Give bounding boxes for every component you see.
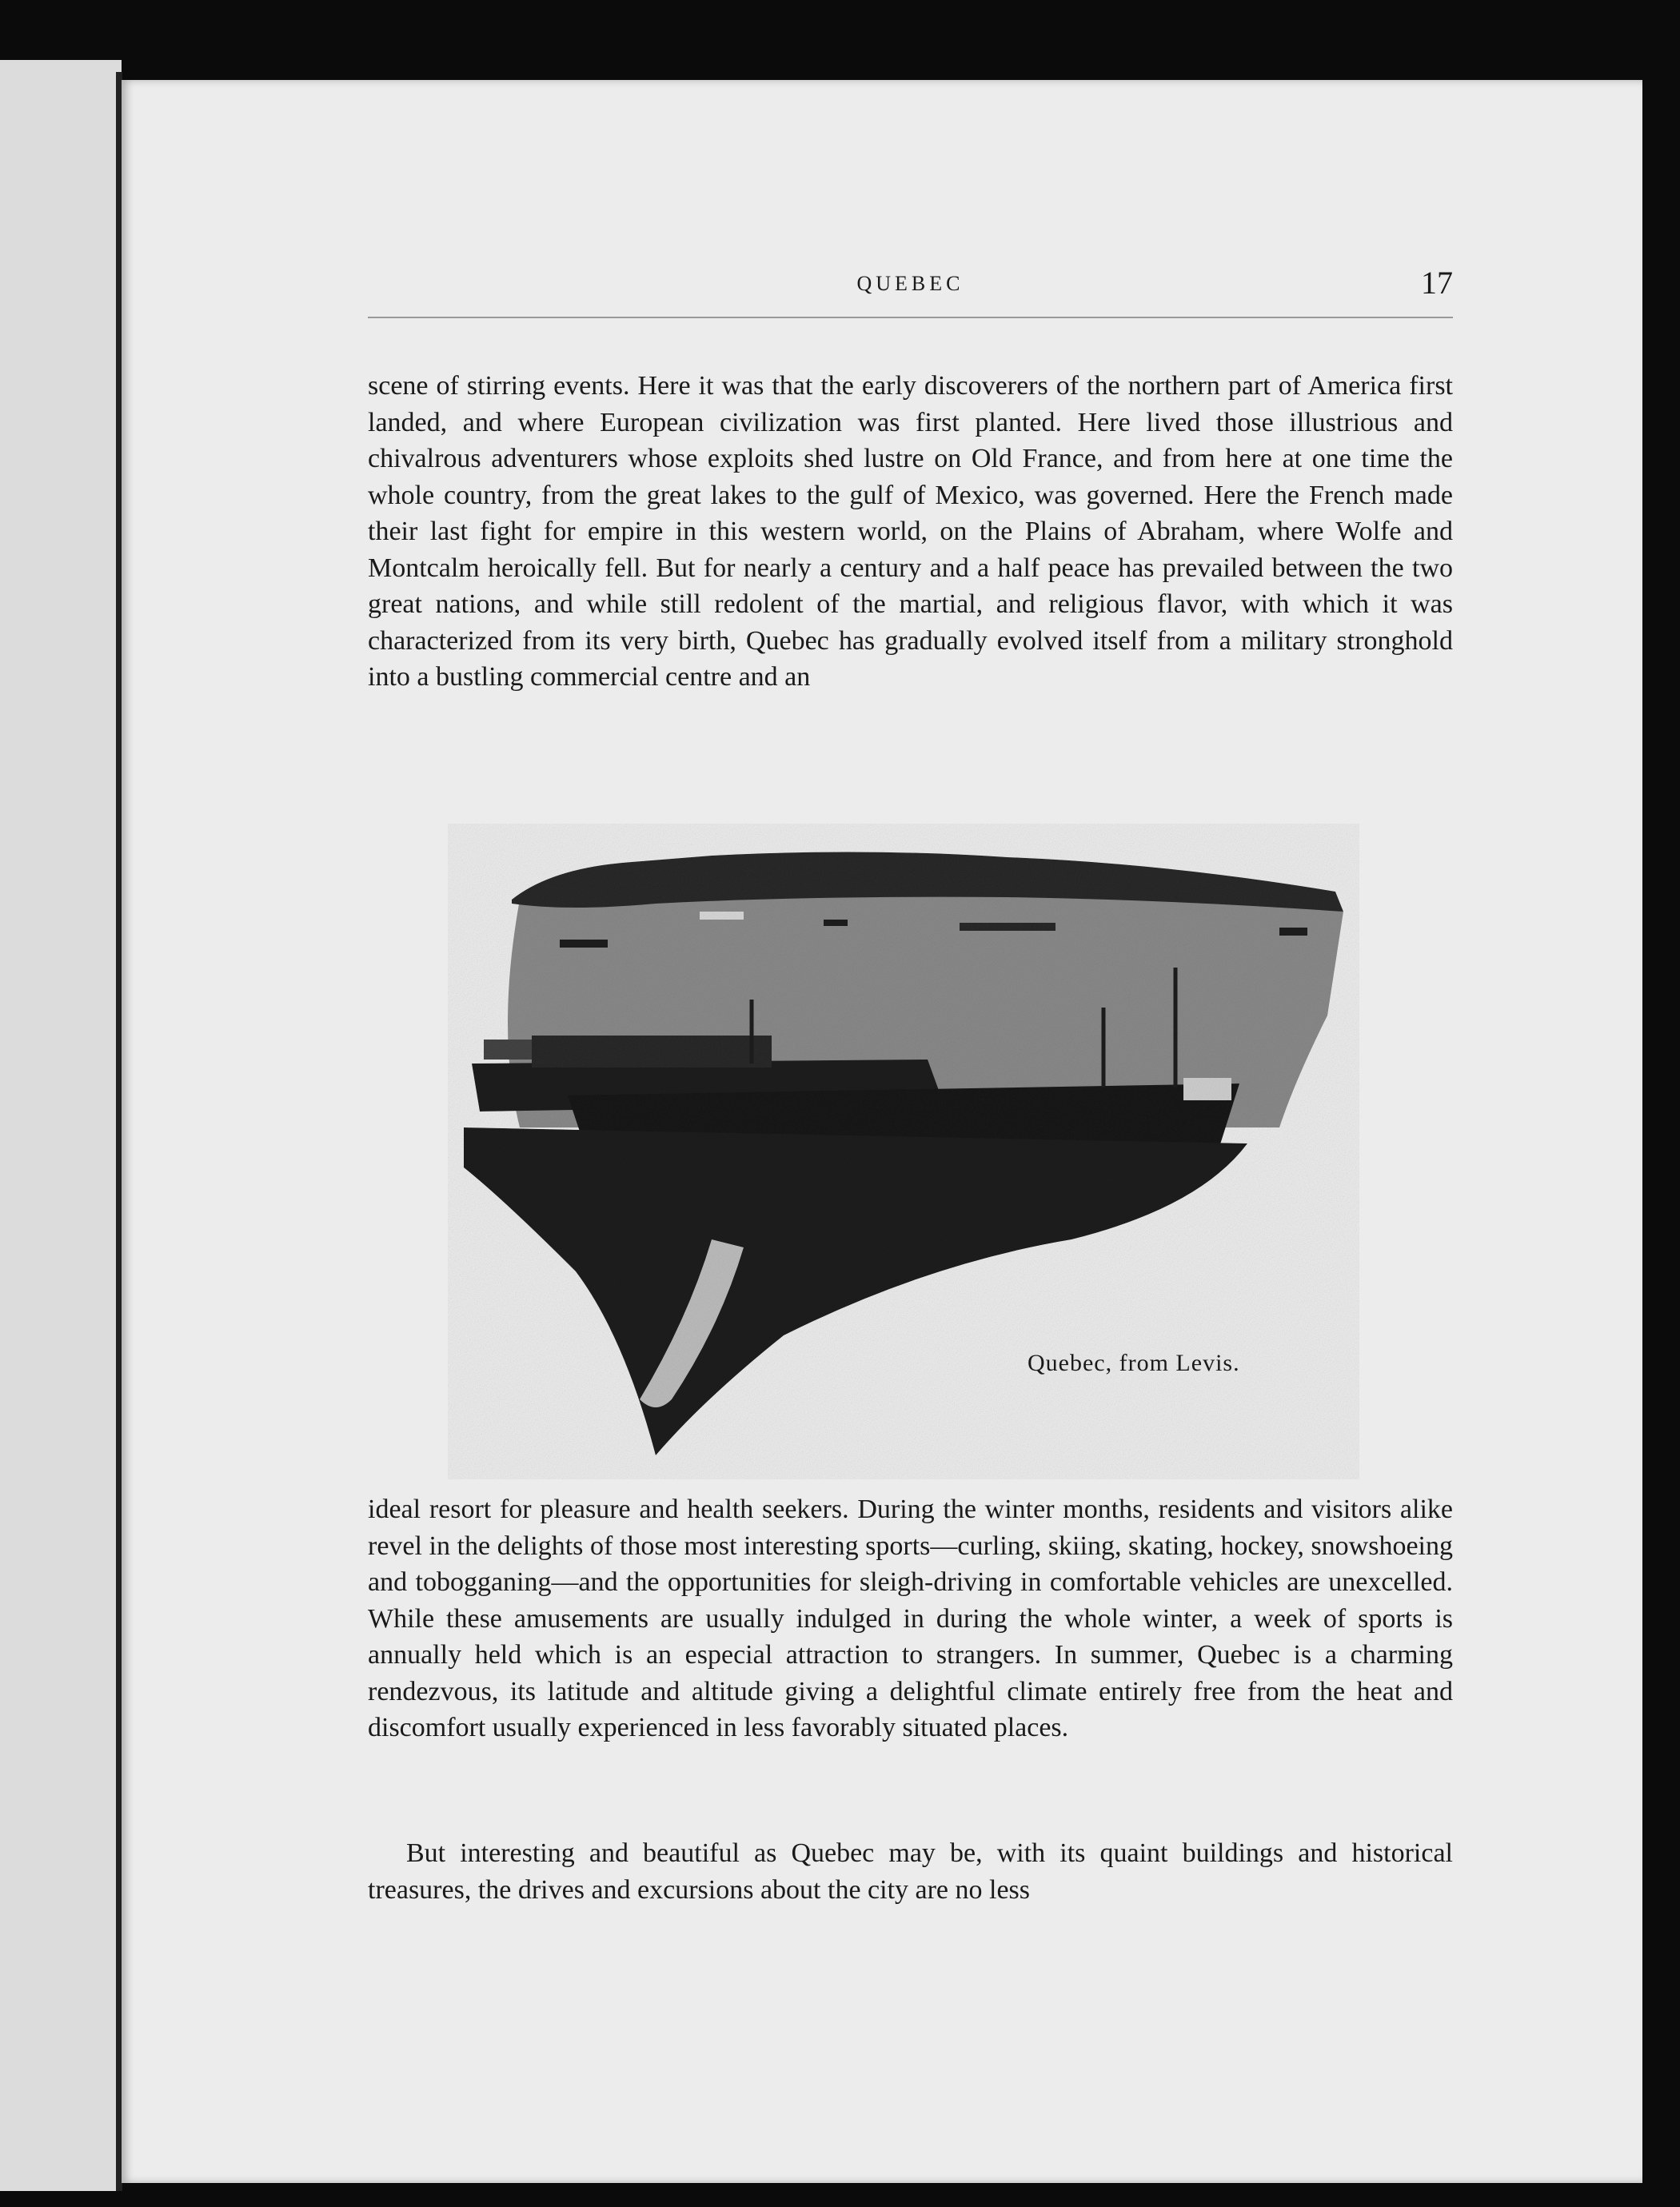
halftone-illustration xyxy=(448,824,1359,1479)
previous-page-edge xyxy=(0,60,122,2191)
running-head: QUEBEC xyxy=(856,272,964,295)
figure-caption: Quebec, from Levis. xyxy=(1028,1350,1240,1376)
body-paragraph-2: ideal resort for pleasure and health seekers. During the winter months, residents and visitors alike revel in the delights of those most interesting sports—curling, skiing, skating, hockey, snowshoeing and tobogganing—and the opportunities for sleigh-driving in comfortable vehicles are unexcelled. While these amusements are usually indulged in during the whole winter, a week of sports is annually held which is an especial attraction to strangers. In summer, Quebec is a charming rendezvous, its latitude and altitude giving a delightful climate entirely free from the heat and discomfort usually experienced in less favorably situated places. xyxy=(368,1495,1453,1742)
page-number: 17 xyxy=(1421,265,1453,301)
page-header xyxy=(368,264,1453,320)
body-paragraph-1: scene of stirring events. Here it was that the early discoverers of the northern part of America first landed, and where European civilization was first planted. Here lived those illustrious and chivalrous adventurers whose exploits shed lustre on Old France, and from here at one time the whole country, from the great lakes to the gulf of Mexico, was governed. Here the French made their last fight for empire in this western world, on the Plains of Abraham, where Wolfe and Montcalm heroically fell. But for nearly a century and a half peace has prevailed between the two great nations, and while still redolent of the martial, and religious flavor, with which it was characterized from its very birth, Quebec has gradually evolved itself from a military stronghold into a bustling commercial centre and an xyxy=(368,371,1453,692)
header-rule xyxy=(368,317,1453,318)
body-paragraph-3: But interesting and beautiful as Quebec may be, with its quaint buildings and historical treasures, the drives and excursions about the city are no less xyxy=(368,1838,1453,1905)
quebec-from-levis-image xyxy=(448,824,1359,1479)
